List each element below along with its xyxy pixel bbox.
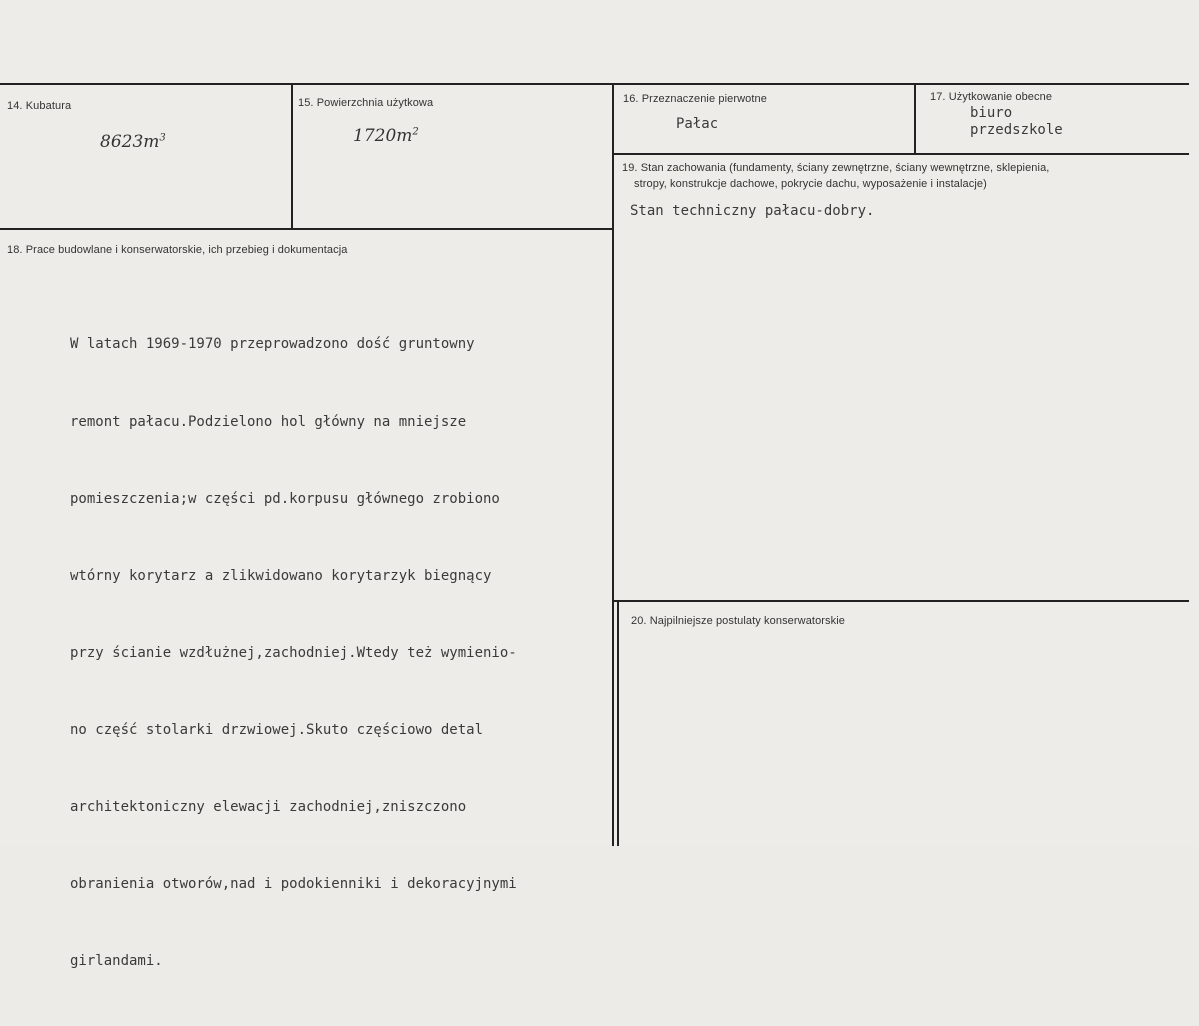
- rule-below-16-17: [614, 153, 1189, 155]
- kubatura-number: 8623: [100, 132, 144, 152]
- powierzchnia-unit-exp: 2: [412, 126, 419, 138]
- przeznaczenie-label: 16. Przeznaczenie pierwotne: [623, 93, 767, 105]
- stan-zachowania-label-line2: stropy, konstrukcje dachowe, pokrycie dachu, wyposażenie i instalacje): [634, 178, 987, 190]
- rule-below-14-15: [0, 228, 614, 230]
- kubatura-label: 14. Kubatura: [7, 100, 72, 112]
- prace-budowlane-label: 18. Prace budowlane i konserwatorskie, ich przebieg i dokumentacja: [7, 244, 348, 256]
- text-line: remont pałacu.Podzielono hol główny na mniejsze: [70, 413, 467, 430]
- top-rule: [0, 83, 1189, 85]
- stan-zachowania-label-line1: 19. Stan zachowania (fundamenty, ściany zewnętrzne, ściany wewnętrzne, sklepienia,: [622, 162, 1050, 174]
- kubatura-value: [100, 132, 166, 152]
- text-line: przy ścianie wzdłużnej,zachodniej.Wtedy też wymienio-: [70, 644, 517, 661]
- powierzchnia-unit: m: [396, 126, 413, 146]
- lower-right-divider: [617, 602, 619, 846]
- center-divider: [612, 84, 614, 846]
- postulaty-label: 20. Najpilniejsze postulaty konserwatorskie: [631, 615, 846, 627]
- text-line: pomieszczenia;w części pd.korpusu głównego zrobiono: [70, 490, 500, 507]
- divider-16-17: [914, 84, 916, 154]
- text-line: wtórny korytarz a zlikwidowano korytarzyk biegnący: [70, 567, 492, 584]
- kubatura-unit: m: [143, 132, 160, 152]
- uzytkowanie-label: 17. Użytkowanie obecne: [930, 91, 1053, 103]
- text-line: obranienia otworów,nad i podokienniki i dekoracyjnymi: [70, 876, 517, 893]
- text-line: girlandami.: [70, 953, 163, 970]
- powierzchnia-label: 15. Powierzchnia użytkowa: [298, 97, 434, 109]
- przeznaczenie-value: Pałac: [676, 116, 719, 132]
- divider-14-15: [291, 84, 293, 230]
- uzytkowanie-value-2: przedszkole: [970, 122, 1063, 138]
- text-line: W latach 1969-1970 przeprowadzono dość gruntowny: [70, 336, 475, 353]
- text-line: architektoniczny elewacji zachodniej,zniszczono: [70, 799, 467, 816]
- powierzchnia-value: [353, 126, 419, 146]
- rule-above-20: [614, 600, 1189, 602]
- stan-zachowania-value: Stan techniczny pałacu-dobry.: [630, 203, 875, 219]
- prace-budowlane-text: [70, 281, 517, 1026]
- kubatura-unit-exp: 3: [159, 132, 166, 144]
- uzytkowanie-value-1: biuro: [970, 105, 1013, 121]
- text-line: no część stolarki drzwiowej.Skuto częściowo detal: [70, 721, 484, 738]
- powierzchnia-number: 1720: [353, 126, 397, 146]
